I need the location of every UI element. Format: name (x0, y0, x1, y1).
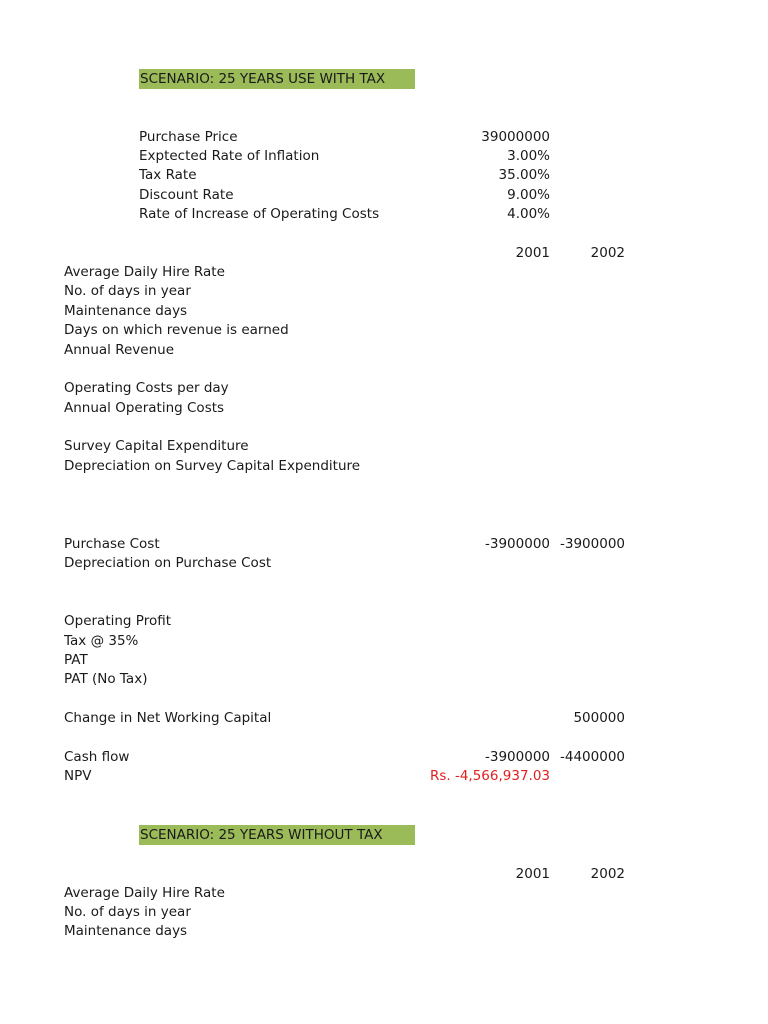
cash-flow-2002: -4400000 (560, 749, 625, 765)
row-label-dep-purchase-cost: Depreciation on Purchase Cost (64, 555, 272, 571)
param-value-inflation: 3.00% (507, 148, 550, 164)
scenario-with-tax-title: SCENARIO: 25 YEARS USE WITH TAX (139, 69, 415, 89)
npv-value: Rs. -4,566,937.03 (429, 768, 550, 784)
row-label-op-costs-per-day: Operating Costs per day (64, 380, 229, 396)
row-label-operating-profit: Operating Profit (64, 613, 171, 629)
row-label-maintenance-days-no-tax: Maintenance days (64, 923, 188, 939)
row-label-annual-op-costs: Annual Operating Costs (64, 400, 225, 416)
param-value-op-cost-increase: 4.00% (507, 206, 550, 222)
year-header-2002-no-tax: 2002 (590, 866, 625, 882)
row-label-pat-no-tax: PAT (No Tax) (64, 671, 148, 687)
purchase-cost-2002: -3900000 (560, 536, 625, 552)
row-label-survey-capex: Survey Capital Expenditure (64, 438, 249, 454)
year-header-2001-no-tax: 2001 (515, 866, 550, 882)
change-nwc-2002: 500000 (573, 710, 625, 726)
row-label-tax: Tax @ 35% (64, 633, 139, 649)
param-label-tax-rate: Tax Rate (139, 167, 197, 183)
param-value-purchase-price: 39000000 (481, 129, 550, 145)
row-label-pat: PAT (64, 652, 88, 668)
row-label-cash-flow: Cash flow (64, 749, 130, 765)
row-label-purchase-cost: Purchase Cost (64, 536, 160, 552)
year-header-2002: 2002 (590, 245, 625, 261)
param-label-discount-rate: Discount Rate (139, 187, 234, 203)
param-value-tax-rate: 35.00% (498, 167, 550, 183)
row-label-change-nwc: Change in Net Working Capital (64, 710, 272, 726)
purchase-cost-2001: -3900000 (485, 536, 550, 552)
param-label-inflation: Exptected Rate of Inflation (139, 148, 320, 164)
row-label-avg-daily-hire-rate-no-tax: Average Daily Hire Rate (64, 885, 225, 901)
row-label-dep-survey-capex: Depreciation on Survey Capital Expenditure (64, 458, 361, 474)
cash-flow-2001: -3900000 (485, 749, 550, 765)
row-label-maintenance-days: Maintenance days (64, 303, 188, 319)
param-label-op-cost-increase: Rate of Increase of Operating Costs (139, 206, 380, 222)
param-label-purchase-price: Purchase Price (139, 129, 238, 145)
row-label-days-in-year: No. of days in year (64, 283, 191, 299)
year-header-2001: 2001 (515, 245, 550, 261)
row-label-npv: NPV (64, 768, 92, 784)
param-value-discount-rate: 9.00% (507, 187, 550, 203)
row-label-days-in-year-no-tax: No. of days in year (64, 904, 191, 920)
row-label-revenue-days: Days on which revenue is earned (64, 322, 289, 338)
row-label-avg-daily-hire-rate: Average Daily Hire Rate (64, 264, 225, 280)
row-label-annual-revenue: Annual Revenue (64, 342, 175, 358)
scenario-without-tax-title: SCENARIO: 25 YEARS WITHOUT TAX (139, 825, 415, 845)
